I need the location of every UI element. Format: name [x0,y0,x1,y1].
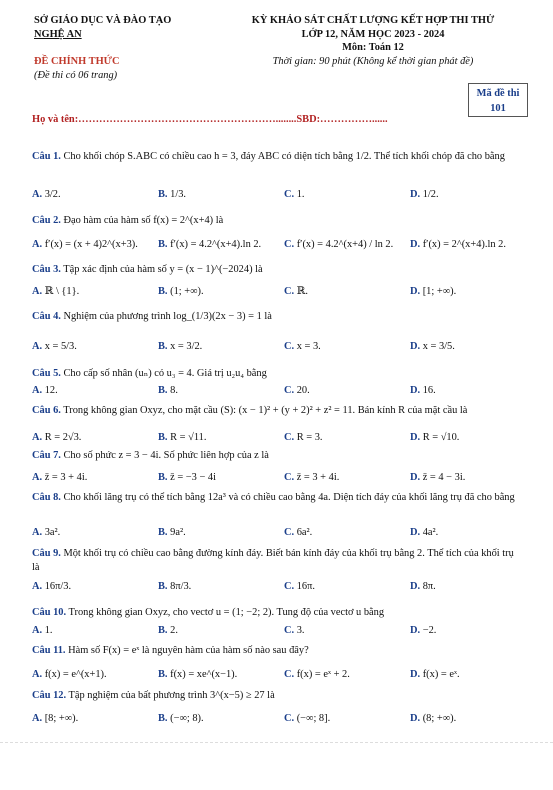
question-text: Trong không gian Oxyz, cho vectơ u = (1; −2; 2). Tung độ của vectơ u bằng [68,607,385,618]
option-c[interactable]: C. ℝ. [284,286,308,297]
option-c[interactable]: C. 3. [284,625,305,636]
option-d[interactable]: D. 16. [410,385,436,396]
subject: Môn: Toán 12 [342,42,404,54]
question-text: Cho khối lăng trụ có thể tích bằng 12a³ và có chiều cao bằng 4a. Diện tích đáy của khối lăng trụ đã cho bằng [63,492,515,503]
option-d[interactable]: D. −2. [410,625,437,636]
grade-year: LỚP 12, NĂM HỌC 2023 - 2024 [301,28,445,40]
question-9 [32,547,522,574]
question-text: Nghiệm của phương trình log_(1/3)(2x − 3) = 1 là [63,311,272,322]
option-a[interactable]: A. 3a². [32,527,61,538]
student-name-line: Họ và tên:…………………………………………………........SBD:……………...... [32,114,388,125]
option-b[interactable]: B. (−∞; 8). [158,713,204,724]
question-2 [32,214,522,228]
option-b[interactable]: B. 9a². [158,527,186,538]
option-a[interactable]: A. f′(x) = (x + 4)2^(x+3). [32,239,138,250]
question-label: Câu 7. [32,450,61,461]
option-a[interactable]: A. 3/2. [32,189,61,200]
option-c[interactable]: C. x = 3. [284,341,321,352]
question-6 [32,404,522,418]
option-c[interactable]: C. (−∞; 8]. [284,713,331,724]
option-d[interactable]: D. f′(x) = 2^(x+4).ln 2. [410,239,506,250]
option-a[interactable]: A. ℝ \ {1}. [32,286,80,297]
question-text: Tập nghiệm của bất phương trình 3^(x−5) ≥ 27 là [68,690,275,701]
option-b[interactable]: B. f(x) = xe^(x−1). [158,669,238,680]
option-a[interactable]: A. [8; +∞). [32,713,79,724]
question-3 [32,263,522,277]
question-11 [32,644,522,658]
option-a[interactable]: A. 1. [32,625,53,636]
option-a[interactable]: A. x = 5/3. [32,341,77,352]
question-label: Câu 12. [32,690,67,701]
question-label: Câu 6. [32,405,61,416]
option-c[interactable]: C. 1. [284,189,305,200]
question-text: Hàm số F(x) = eˣ là nguyên hàm của hàm số nào sau đây? [68,645,309,656]
exam-code-label: Mã đề thi [476,88,520,99]
option-b[interactable]: B. R = √11. [158,432,207,443]
option-d[interactable]: D. f(x) = eˣ. [410,669,460,680]
option-b[interactable]: B. (1; +∞). [158,286,204,297]
question-label: Câu 8. [32,492,61,503]
header-right [214,14,532,68]
page-count: (Đề thi có 06 trang) [34,69,118,81]
option-d[interactable]: D. 1/2. [410,189,439,200]
option-c[interactable]: C. 20. [284,385,310,396]
option-b[interactable]: B. 8. [158,385,178,396]
option-b[interactable]: B. f′(x) = 4.2^(x+4).ln 2. [158,239,262,250]
question-10 [32,606,522,620]
official-label: ĐỀ CHÍNH THỨC [34,56,120,68]
question-label: Câu 4. [32,311,61,322]
option-a[interactable]: A. z̄ = 3 + 4i. [32,472,88,483]
exam-title: KỲ KHẢO SÁT CHẤT LƯỢNG KẾT HỢP THI THỬ [251,15,495,26]
question-text: Đạo hàm của hàm số f(x) = 2^(x+4) là [63,215,224,226]
question-text: Tập xác định của hàm số y = (x − 1)^(−2024) là [63,264,263,275]
option-c[interactable]: C. 6a². [284,527,313,538]
question-text: Cho số phức z = 3 − 4i. Số phức liên hợp của z là [63,450,269,461]
option-d[interactable]: D. (8; +∞). [410,713,457,724]
option-a[interactable]: A. R = 2√3. [32,432,82,443]
option-d[interactable]: D. z̄ = 4 − 3i. [410,472,466,483]
exam-code-box [468,83,528,117]
page-bottom-divider [0,742,553,743]
option-c[interactable]: C. z̄ = 3 + 4i. [284,472,340,483]
question-text: Một khối trụ có chiều cao bằng đường kính đáy. Biết bán kính đáy của khối trụ bằng 2. Thể tích của khối trụ là [32,548,514,573]
option-b[interactable]: B. 8π/3. [158,581,192,592]
question-label: Câu 3. [32,264,61,275]
question-8 [32,491,522,505]
header-left [34,14,182,82]
question-text: Cho cấp số nhân (uₙ) có u₃ = 4. Giá trị u₂u₄ bằng [63,368,267,379]
question-label: Câu 2. [32,215,61,226]
option-b[interactable]: B. z̄ = −3 − 4i [158,472,217,483]
option-c[interactable]: C. 16π. [284,581,315,592]
question-label: Câu 9. [32,548,61,559]
question-text: Cho khối chóp S.ABC có chiều cao h = 3, đáy ABC có diện tích bằng 1/2. Thể tích khối chóp đã cho bằng [63,151,505,162]
option-d[interactable]: D. [1; +∞). [410,286,457,297]
question-label: Câu 5. [32,368,61,379]
option-a[interactable]: A. f(x) = e^(x+1). [32,669,107,680]
question-label: Câu 1. [32,151,61,162]
question-label: Câu 10. [32,607,67,618]
question-7 [32,449,522,463]
question-4 [32,310,522,324]
exam-time: Thời gian: 90 phút (Không kể thời gian phát đề) [272,55,474,67]
question-label: Câu 11. [32,645,66,656]
option-d[interactable]: D. 8π. [410,581,436,592]
option-a[interactable]: A. 16π/3. [32,581,72,592]
province-name: NGHỆ AN [34,28,82,40]
question-12 [32,689,522,703]
option-c[interactable]: C. f(x) = eˣ + 2. [284,669,350,680]
option-a[interactable]: A. 12. [32,385,58,396]
question-text: Trong không gian Oxyz, cho mặt cầu (S): (x − 1)² + (y + 2)² + z² = 11. Bán kính R của mặt cầu là [63,405,468,416]
option-b[interactable]: B. x = 3/2. [158,341,203,352]
department-name: SỞ GIÁO DỤC VÀ ĐÀO TẠO [34,15,172,26]
option-d[interactable]: D. R = √10. [410,432,460,443]
question-1 [32,150,522,164]
option-b[interactable]: B. 1/3. [158,189,187,200]
option-d[interactable]: D. 4a². [410,527,439,538]
option-d[interactable]: D. x = 3/5. [410,341,455,352]
question-5 [32,367,522,381]
option-c[interactable]: C. R = 3. [284,432,323,443]
exam-code: 101 [490,103,506,114]
option-c[interactable]: C. f′(x) = 4.2^(x+4) / ln 2. [284,239,394,250]
option-b[interactable]: B. 2. [158,625,178,636]
